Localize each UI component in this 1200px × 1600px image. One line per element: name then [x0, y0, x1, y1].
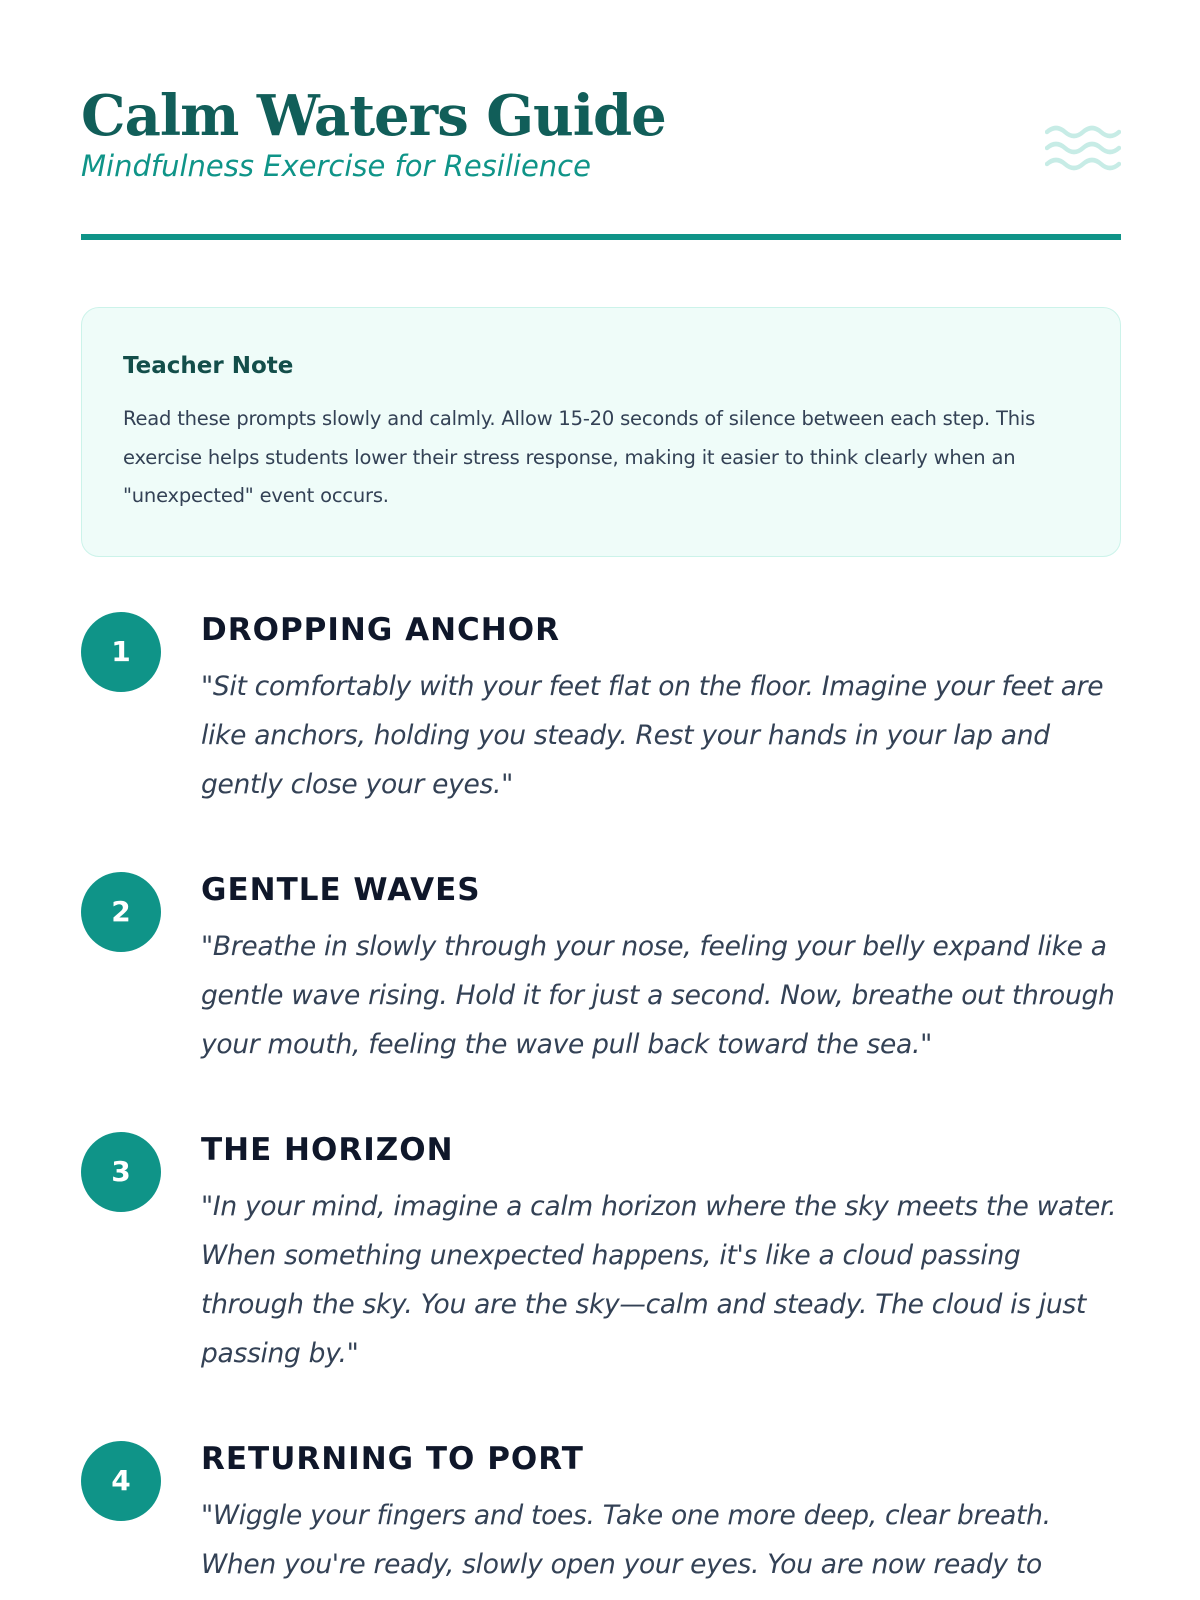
teacher-note-box [81, 307, 1121, 557]
step-title: RETURNING TO PORT [201, 1441, 584, 1477]
step-content [201, 1439, 1121, 1589]
header-divider [81, 234, 1121, 240]
step-item [81, 610, 1121, 870]
teacher-note-title: Teacher Note [123, 353, 294, 379]
waves-icon [1045, 124, 1121, 180]
page-title: Calm Waters Guide [81, 83, 666, 149]
step-title: THE HORIZON [201, 1132, 454, 1168]
step-item [81, 1130, 1121, 1439]
step-item [81, 870, 1121, 1130]
step-number-badge: 2 [81, 872, 161, 952]
worksheet-page [81, 0, 1121, 1600]
step-prompt: "Sit comfortably with your feet flat on the floor. Imagine your feet are like anchors, holding you steady. Rest your hands in your lap and gently close your eyes." [201, 671, 1104, 800]
page-subtitle: Mindfulness Exercise for Resilience [81, 149, 591, 183]
step-number-badge: 3 [81, 1132, 161, 1212]
step-number-badge: 1 [81, 612, 161, 692]
step-prompt: "In your mind, imagine a calm horizon where the sky meets the water. When something unexpected happens, it's like a cloud passing through the sky. You are the sky—calm and steady. The cloud is just passing by." [201, 1191, 1117, 1369]
step-number-badge: 4 [81, 1441, 161, 1521]
teacher-note-body: Read these prompts slowly and calmly. Allow 15-20 seconds of silence between each step. This exercise helps students lower their stress response, making it easier to think clearly when an "unexpected" event occurs. [123, 407, 1036, 507]
step-content [201, 610, 1121, 809]
header [81, 84, 1121, 234]
step-title: DROPPING ANCHOR [201, 612, 560, 648]
step-item [81, 1439, 1121, 1600]
step-content [201, 870, 1121, 1069]
step-content [201, 1130, 1121, 1378]
step-prompt: "Breathe in slowly through your nose, feeling your belly expand like a gentle wave rising. Hold it for just a second. Now, breathe out through your mouth, feeling the wave pull back toward the sea." [201, 931, 1115, 1060]
step-title: GENTLE WAVES [201, 872, 481, 908]
steps-list [81, 610, 1121, 1600]
step-prompt: "Wiggle your fingers and toes. Take one more deep, clear breath. When you're ready, slowly open your eyes. You are now ready to [201, 1500, 1051, 1580]
